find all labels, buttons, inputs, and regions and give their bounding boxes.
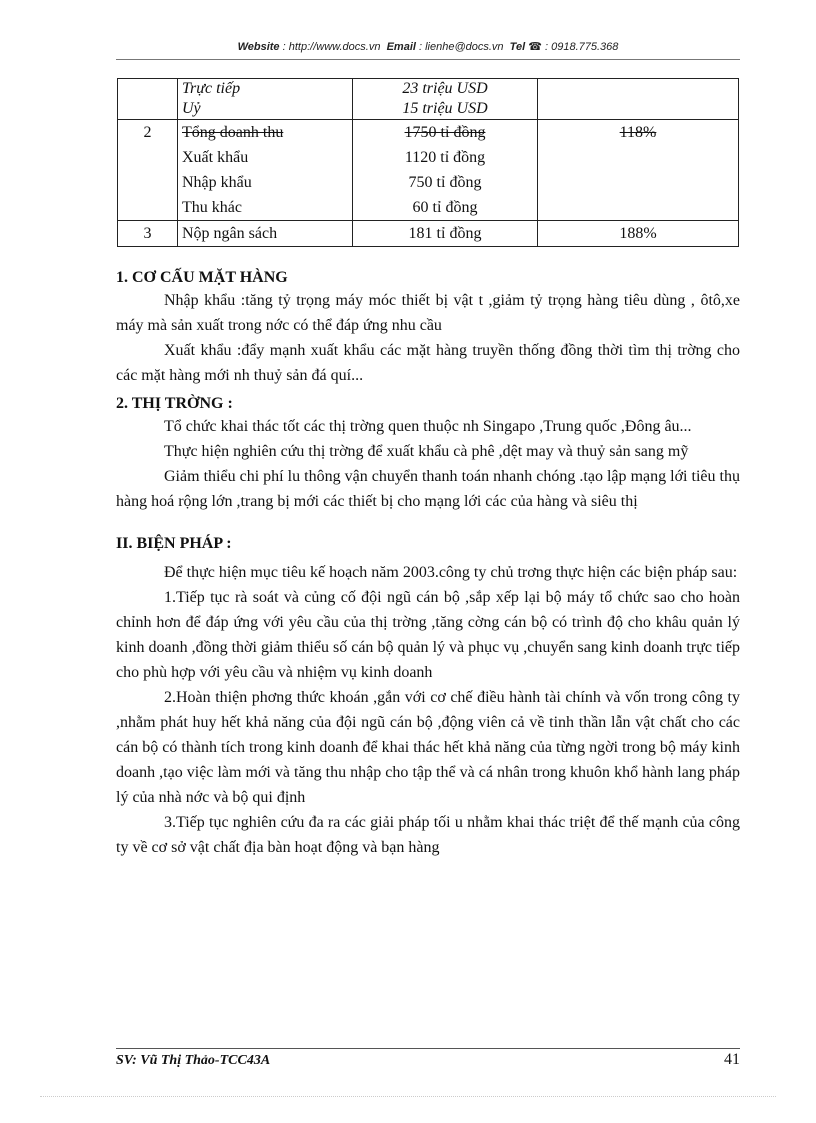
table-cell-value [353,221,538,247]
table-cell-value [353,79,538,120]
website-label: Website [237,41,280,53]
tel-label: Tel [509,41,526,53]
website-value: : http://www.docs.vn [282,41,381,53]
paragraph: Thực hiện nghiên cứu thị trờng để xuất khẩu cà phê ,dệt may và thuỷ sản sang mỹ [164,443,689,460]
row-label: Xuất khẩu [182,149,249,166]
row-value: 60 tỉ đồng [412,199,478,216]
row-value: 1120 tỉ đồng [404,149,486,166]
table-row [118,120,739,221]
row-label: Thu khác [182,199,242,216]
footer-author: SV: Vũ Thị Thảo-TCC43A [116,1053,271,1068]
table-cell-no [118,120,178,221]
table-cell-no [118,79,178,120]
page-bottom-border [40,1096,776,1097]
section-heading-product-structure: 1. CƠ CẤU MẶT HÀNG [116,269,288,286]
table-cell-percent [538,79,739,120]
paragraph: Để thực hiện mục tiêu kế hoạch năm 2003.công ty chủ trơng thực hiện các biện pháp sau: [164,564,738,581]
row-value: 750 tỉ đồng [408,174,482,191]
row-percent: 188% [619,225,657,242]
row-value: 15 triệu USD [402,100,488,117]
row-value: 23 triệu USD [402,80,488,97]
table-cell-percent [538,120,739,221]
row-label: Uỷ [182,100,201,117]
paragraph: Tổ chức khai thác tốt các thị trờng quen thuộc nh Singapo ,Trung quốc ,Đông âu... [164,418,692,435]
section-heading-measures: II. BIỆN PHÁP : [116,535,232,552]
table-cell-label [178,221,353,247]
table-cell-percent [538,221,739,247]
row-percent: 118% [619,124,657,141]
row-label: Nộp ngân sách [182,225,278,242]
paragraph: Giảm thiểu chi phí lu thông vận chuyển thanh toán nhanh chóng .tạo lập mạng lới tiêu thụ hàng hoá rộng lớn ,trang bị mới các thiết bị cho mạng lới các của hàng và siêu thị [116,468,740,510]
row-value: 1750 tỉ đồng [404,124,486,141]
row-number: 2 [143,124,152,141]
row-label: Nhập khẩu [182,174,252,191]
row-value: 181 tỉ đồng [408,225,482,242]
document-body [116,268,740,860]
table-cell-label [178,120,353,221]
row-number: 3 [143,225,152,242]
tel-value: : 0918.775.368 [545,41,619,53]
paragraph: Xuất khẩu :đẩy mạnh xuất khẩu các mặt hàng truyền thống đồng thời tìm thị trờng cho các mặt hàng mới nh thuỷ sản đá quí... [116,342,740,384]
paragraph: 3.Tiếp tục nghiên cứu đa ra các giải pháp tối u nhằm khai thác triệt để thế mạnh của công ty về cơ sở vật chất địa bàn hoạt động và bạn hàng [116,814,740,856]
data-table [117,78,739,247]
table-row [118,221,739,247]
email-value: : lienhe@docs.vn [419,41,504,53]
table-row [118,79,739,120]
paragraph: 2.Hoàn thiện phơng thức khoán ,gắn với cơ chế điều hành tài chính và vốn trong công ty ,nhằm phát huy hết khả năng của đội ngũ cán bộ ,động viên cả về tinh thần lẫn vật chất cho các cán bộ có thành tích trong kinh doanh để khai thác hết khả năng của từng ngời trong bộ máy kinh doanh ,tạo việc làm mới và tăng thu nhập cho tập thể và cá nhân trong khuôn khổ hành lang pháp lý của nhà nớc và bộ qui định [116,689,740,806]
table-cell-no [118,221,178,247]
footer-rule [116,1048,740,1049]
table-cell-label [178,79,353,120]
header-rule [116,59,740,60]
phone-icon: ☎ [528,41,542,53]
row-label: Trực tiếp [182,80,241,97]
row-label: Tổng doanh thu [182,124,284,141]
section-heading-market: 2. THỊ TRỜNG : [116,395,233,412]
table-cell-value [353,120,538,221]
paragraph: 1.Tiếp tục rà soát và củng cố đội ngũ cán bộ ,sắp xếp lại bộ máy tổ chức sao cho hoàn chỉnh hơn để đáp ứng với yêu cầu của thị trờng ,tăng cờng cán bộ có trình độ cho khâu quản lý kinh doanh ,đồng thời giảm thiểu số cán bộ quản lý và phục vụ ,chuyển sang kinh doanh trực tiếp cho phù hợp với yêu cầu và nhiệm vụ kinh doanh [116,589,740,681]
email-label: Email [386,41,416,53]
paragraph: Nhập khẩu :tăng tỷ trọng máy móc thiết bị vật t ,giảm tỷ trọng hàng tiêu dùng , ôtô,xe máy mà sản xuất trong nớc có thể đáp ứng nhu cầu [116,292,740,334]
page-header [116,40,740,53]
page-number: 41 [724,1051,740,1068]
